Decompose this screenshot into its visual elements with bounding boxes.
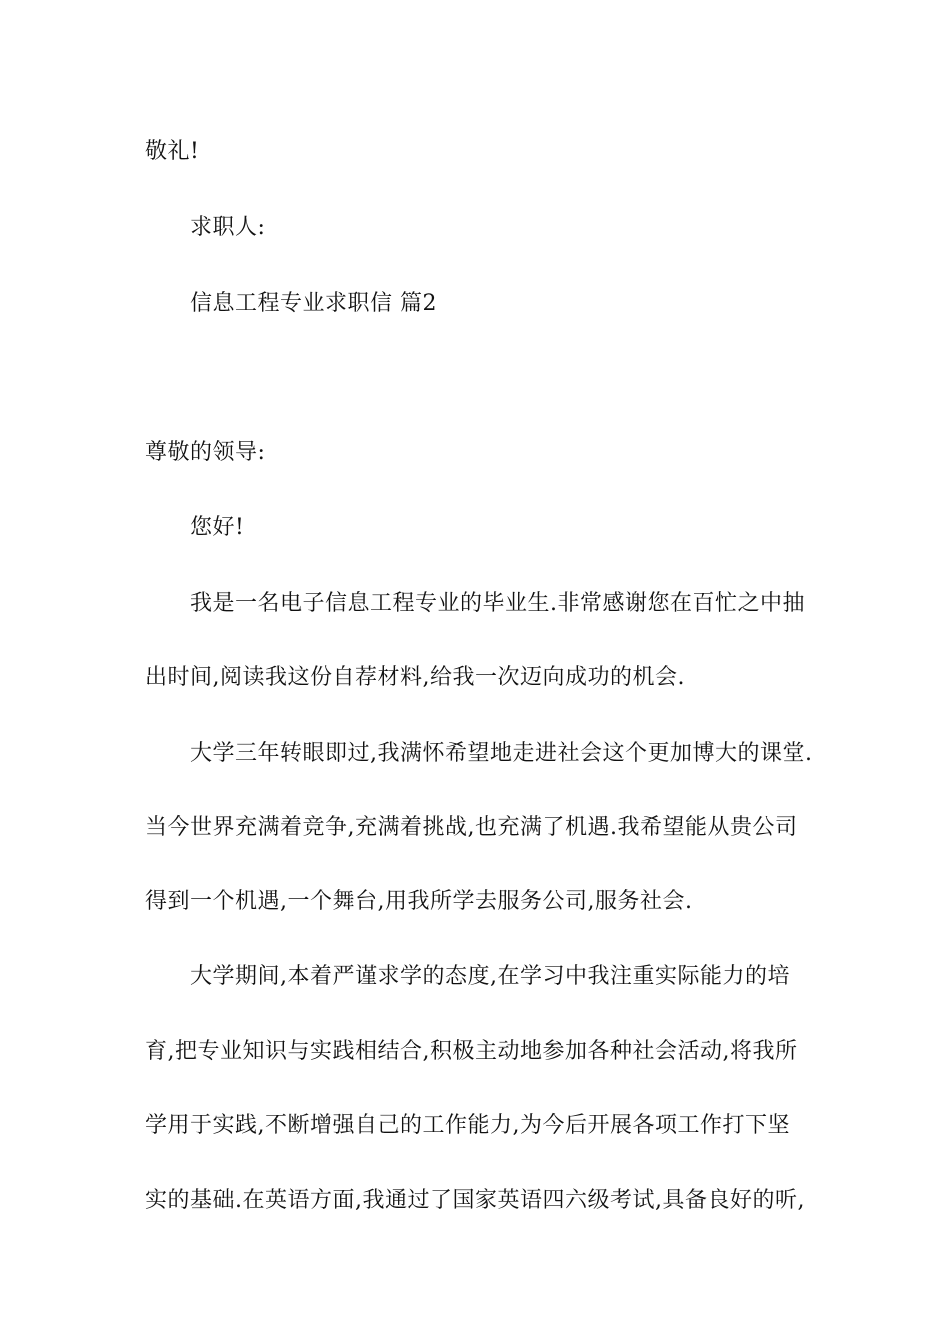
paragraph-2-line-1: 大学三年转眼即过,我满怀希望地走进社会这个更加博大的课堂. — [190, 741, 813, 766]
paragraph-2-line-3: 得到一个机遇,一个舞台,用我所学去服务公司,服务社会. — [145, 889, 693, 914]
applicant-signature-label: 求职人: — [190, 215, 266, 240]
paragraph-3-line-2: 育,把专业知识与实践相结合,积极主动地参加各种社会活动,将我所 — [145, 1039, 798, 1064]
greeting-recipient: 尊敬的领导: — [145, 440, 266, 465]
paragraph-2-line-2: 当今世界充满着竞争,充满着挑战,也充满了机遇.我希望能从贵公司 — [145, 815, 798, 840]
section-title: 信息工程专业求职信 篇2 — [190, 291, 437, 316]
paragraph-3-line-1: 大学期间,本着严谨求学的态度,在学习中我注重实际能力的培 — [190, 964, 790, 989]
paragraph-1-line-1: 我是一名电子信息工程专业的毕业生.非常感谢您在百忙之中抽 — [190, 591, 805, 616]
paragraph-3-line-3: 学用于实践,不断增强自己的工作能力,为今后开展各项工作打下坚 — [145, 1113, 790, 1138]
paragraph-3-line-4: 实的基础.在英语方面,我通过了国家英语四六级考试,具备良好的听, — [145, 1188, 805, 1213]
greeting-hello: 您好! — [190, 515, 245, 540]
closing-salutation: 敬礼! — [145, 139, 200, 164]
paragraph-1-line-2: 出时间,阅读我这份自荐材料,给我一次迈向成功的机会. — [145, 665, 685, 690]
